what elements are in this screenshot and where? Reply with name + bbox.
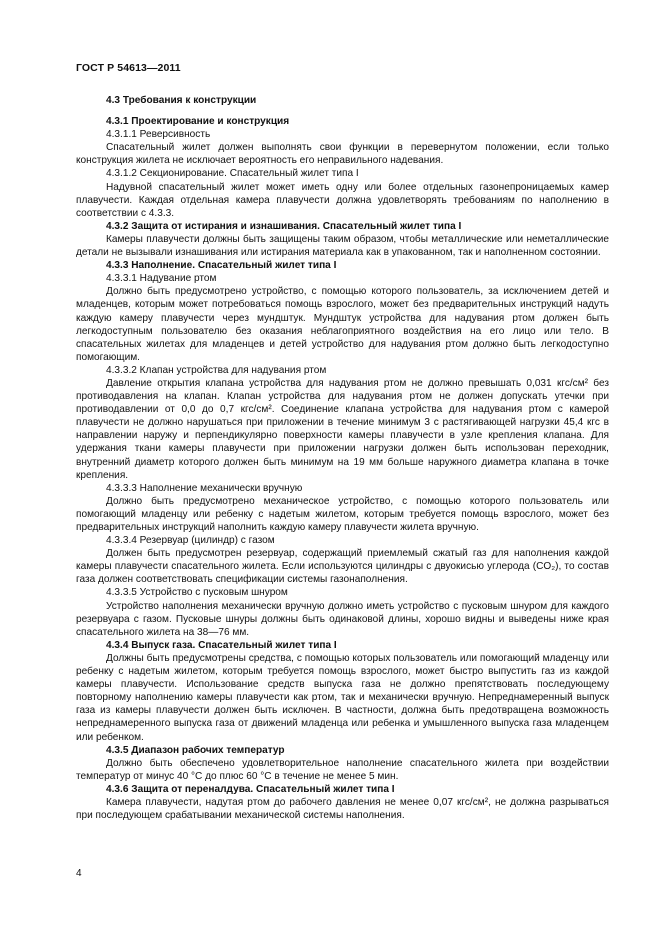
paragraph: Надувной спасательный жилет может иметь одну или более отдельных газонепроницаемых камер плавучести. Каждая отдельная камера плавучести должна удовлетворять требованиям по наполнению в соответствии с 4.3.3. <box>76 181 609 219</box>
page-number: 4 <box>76 868 82 879</box>
document-body <box>76 94 609 822</box>
paragraph: Должен быть предусмотрен резервуар, содержащий приемлемый сжатый газ для наполнения каждой камеры плавучести спасательного жилета. Если используются цилиндры с двуокисью углерода (CO₂), то состав газа должен соответствовать спецификации системы газонаполнения. <box>76 548 609 586</box>
paragraph: 4.3.1.2 Секционирование. Спасательный жилет типа I <box>106 168 359 180</box>
section-heading: 4.3.6 Защита от переналдува. Спасательный жилет типа I <box>106 783 395 795</box>
paragraph: Должно быть предусмотрено механическое устройство, с помощью которого пользователь или помогающий младенцу или ребенку с надетым жилетом, которым требуется помощь взрослого, может без предварительных инструкций наполнить каждую камеру плавучести жилета вручную. <box>76 495 609 533</box>
paragraph: 4.3.3.4 Резервуар (цилиндр) с газом <box>106 535 275 547</box>
section-heading: 4.3.1 Проектирование и конструкция <box>106 116 290 128</box>
section-heading: 4.3.2 Защита от истирания и изнашивания. Спасательный жилет типа I <box>106 220 462 232</box>
paragraph: Устройство наполнения механически вручную должно иметь устройство с пусковым шнуром для каждого резервуара с газом. Пусковые шнуры должны быть одинаковой длины, хорошо видны и выведены ниже края спасательного жилета на 38—76 мм. <box>76 600 609 638</box>
paragraph: 4.3.1.1 Реверсивность <box>106 129 211 141</box>
section-heading: 4.3.4 Выпуск газа. Спасательный жилет типа I <box>106 639 337 651</box>
paragraph: Должно быть предусмотрено устройство, с помощью которого пользователь, за исключением детей и младенцев, которым может потребоваться помощь взрослого, может без предварительных инструкций надуть каждую камеру плавучести через мундштук. Мундштук устройства для надувания ртом должен быть легкодоступным пользователю без оказания неблагоприятного воздействия на его лицо или тело. В спасательных жилетах для младенцев и детей устройство для надувания ртом должно быть легкодоступно помогающим. <box>76 286 609 363</box>
paragraph: Давление открытия клапана устройства для надувания ртом не должно превышать 0,031 кгс/см² без противодавления на клапан. Клапан устройства для надувания ртом не должен допускать утечки при противодавлении от 0,0 до 0,7 кгс/см². Соединение клапана устройства для надувания ртом с камерой плавучести не должно нарушаться при приложении в течение минимум 3 с растягивающей нагрузки 45,4 кгс в направлении наружу и перпендикулярно поверхности камеры плавучести в узле крепления клапана. Для удержания ткани камеры плавучести при приложении нагрузки должен быть использован переходник, внутренний диаметр которого должен быть минимум на 19 мм больше наружного диаметра клапана в точке крепления. <box>76 377 609 481</box>
section-heading: 4.3.5 Диапазон рабочих температур <box>106 744 285 756</box>
paragraph: 4.3.3.1 Надувание ртом <box>106 273 217 285</box>
paragraph: 4.3.3.3 Наполнение механически вручную <box>106 482 303 494</box>
paragraph: Камера плавучести, надутая ртом до рабочего давления не менее 0,07 кгс/см², не должна разрываться при последующем срабатывании механической системы наполнения. <box>76 796 609 822</box>
paragraph: Должны быть предусмотрены средства, с помощью которых пользователь или помогающий младенцу или ребенку с надетым жилетом, которым требуется помощь взрослого, может быстро выпустить газ из каждой камеры плавучести. Использование средств выпуска газа не должно препятствовать последующему повторному наполнению камеры плавучести как ртом, так и механически вручную. Непреднамеренный выпуск газа из камеры плавучести должен быть исключен. В частности, должна быть предотвращена возможность непреднамеренного выпуска газа от движений младенца или ребенка и умышленного выпуска газа младенцем или ребенком. <box>76 652 609 743</box>
section-heading: 4.3.3 Наполнение. Спасательный жилет типа I <box>106 260 337 272</box>
document-header: ГОСТ Р 54613—2011 <box>76 62 181 74</box>
paragraph: 4.3.3.2 Клапан устройства для надувания ртом <box>106 364 327 376</box>
paragraph: Спасательный жилет должен выполнять свои функции в перевернутом положении, если только конструкция жилета не исключает вероятность его неправильного надевания. <box>76 142 609 167</box>
paragraph: Камеры плавучести должны быть защищены таким образом, чтобы металлические или неметаллические детали не вызывали изнашивания или истирания материала как в упакованном, так и наполненном состоянии. <box>76 233 609 259</box>
section-heading: 4.3 Требования к конструкции <box>106 95 257 106</box>
paragraph: Должно быть обеспечено удовлетворительное наполнение спасательного жилета при воздействии температур от минус 40 °С до плюс 60 °С в течение не менее 5 мин. <box>76 757 609 782</box>
paragraph: 4.3.3.5 Устройство с пусковым шнуром <box>106 587 288 599</box>
